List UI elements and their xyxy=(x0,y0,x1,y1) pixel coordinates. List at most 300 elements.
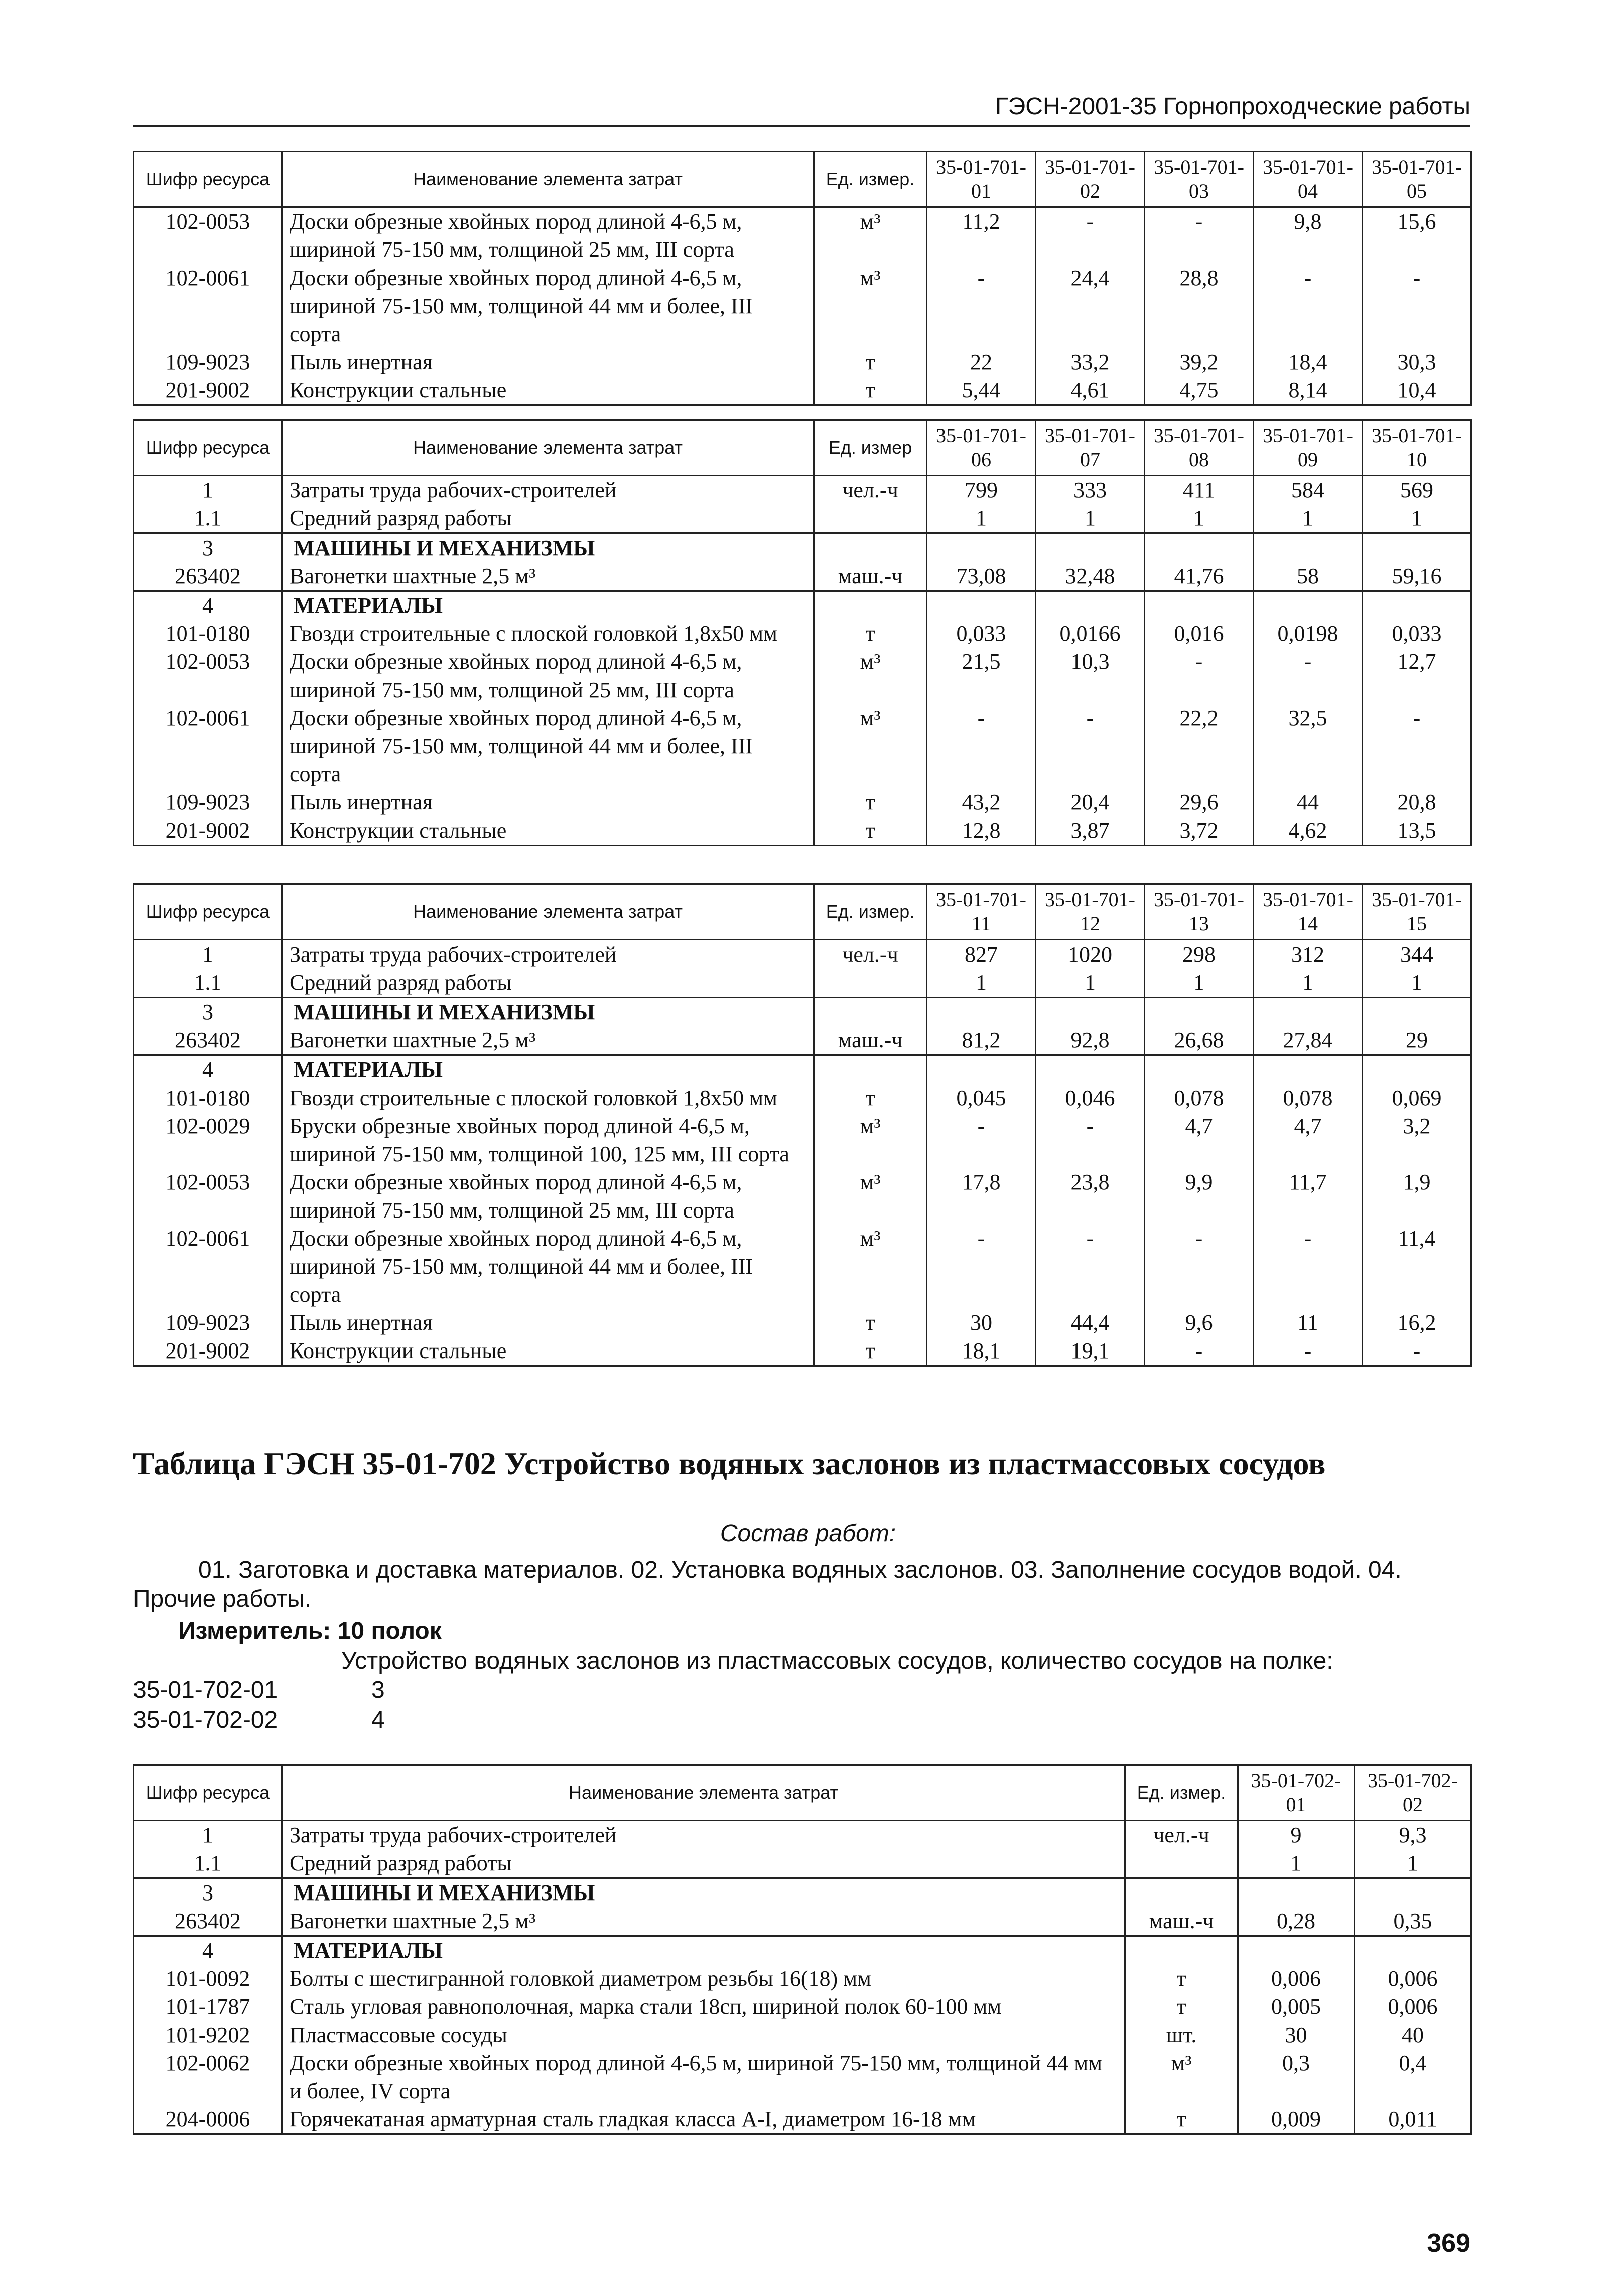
resource-value: 1 xyxy=(1363,504,1471,533)
resource-value: 1 xyxy=(1036,504,1145,533)
resource-name: Пластмассовые сосуды xyxy=(282,2021,1125,2049)
section-row xyxy=(134,591,1471,620)
resource-name: МАШИНЫ И МЕХАНИЗМЫ xyxy=(282,533,814,563)
resource-value: 39,2 xyxy=(1145,348,1254,376)
resource-name: Доски обрезные хвойных пород длиной 4-6,5 м, шириной 75-150 мм, толщиной 25 мм, III сорта xyxy=(282,1168,814,1225)
resource-value: 21,5 xyxy=(927,648,1036,704)
resource-value: 29 xyxy=(1363,1026,1471,1055)
resource-name: Гвозди строительные с плоской головкой 1,8x50 мм xyxy=(282,1084,814,1112)
resource-code: 201-9002 xyxy=(134,1337,282,1366)
resource-name: МАТЕРИАЛЫ xyxy=(282,1936,1125,1965)
table-row xyxy=(134,788,1471,817)
resource-value: 0,069 xyxy=(1363,1084,1471,1112)
resource-name: Вагонетки шахтные 2,5 м³ xyxy=(282,1907,1125,1936)
resource-code: 1.1 xyxy=(134,1849,282,1878)
header-col: 35-01-701-08 xyxy=(1145,420,1254,476)
resource-unit: м³ xyxy=(814,704,927,788)
resource-value: 4,75 xyxy=(1145,376,1254,406)
resource-value: 0,0198 xyxy=(1254,620,1363,648)
resource-value: 59,16 xyxy=(1363,562,1471,591)
header-name: Наименование элемента затрат xyxy=(282,420,814,476)
resource-code: 1.1 xyxy=(134,504,282,533)
resource-name: Бруски обрезные хвойных пород длиной 4-6,5 м, шириной 75-150 мм, толщиной 100, 125 мм, III сорта xyxy=(282,1112,814,1168)
resource-unit: м³ xyxy=(814,1168,927,1225)
resource-unit: шт. xyxy=(1125,2021,1238,2049)
table-row xyxy=(134,1168,1471,1225)
resource-code: 1 xyxy=(134,1821,282,1850)
resource-name: Средний разряд работы xyxy=(282,504,814,533)
table-row xyxy=(134,2049,1471,2105)
header-col: 35-01-701-10 xyxy=(1363,420,1471,476)
resource-value: - xyxy=(1363,1337,1471,1366)
resource-value: 41,76 xyxy=(1145,562,1254,591)
resource-value: 3,72 xyxy=(1145,817,1254,846)
resource-unit: м³ xyxy=(814,264,927,348)
resource-code: 1 xyxy=(134,476,282,505)
resource-code: 102-0053 xyxy=(134,207,282,264)
resource-value: 1 xyxy=(1363,969,1471,998)
resource-value: 11,7 xyxy=(1254,1168,1363,1225)
running-header: ГЭСН-2001-35 Горнопроходческие работы xyxy=(133,93,1470,127)
resource-name: Средний разряд работы xyxy=(282,969,814,998)
resource-value: 4,62 xyxy=(1254,817,1363,846)
header-code: Шифр ресурса xyxy=(134,884,282,940)
table-row xyxy=(134,2021,1471,2049)
table-row xyxy=(134,476,1471,505)
header-code: Шифр ресурса xyxy=(134,420,282,476)
variant-value: 3 xyxy=(371,1677,385,1703)
resource-unit: т xyxy=(1125,1993,1238,2021)
resource-value: 10,3 xyxy=(1036,648,1145,704)
resource-value: 22,2 xyxy=(1145,704,1254,788)
resource-value xyxy=(1145,533,1254,563)
resource-value xyxy=(1355,1936,1471,1965)
resource-value: 12,8 xyxy=(927,817,1036,846)
resource-value: 1 xyxy=(1145,504,1254,533)
resource-unit: чел.-ч xyxy=(1125,1821,1238,1850)
resource-value xyxy=(927,1055,1036,1085)
resource-code: 4 xyxy=(134,591,282,620)
resource-value: 29,6 xyxy=(1145,788,1254,817)
header-unit: Ед. измер xyxy=(814,420,927,476)
resource-value: 8,14 xyxy=(1254,376,1363,406)
table-row xyxy=(134,704,1471,788)
meter-description: Устройство водяных заслонов из пластмассовых сосудов, количество сосудов на полке: xyxy=(341,1648,1333,1674)
resource-value: 298 xyxy=(1145,940,1254,969)
resource-name: Конструкции стальные xyxy=(282,817,814,846)
resource-value xyxy=(1363,533,1471,563)
resource-code: 263402 xyxy=(134,1907,282,1936)
resource-value: 0,009 xyxy=(1238,2105,1355,2134)
resource-name: МАШИНЫ И МЕХАНИЗМЫ xyxy=(282,1878,1125,1908)
resource-value: - xyxy=(1254,1225,1363,1309)
table-row xyxy=(134,504,1471,533)
resource-unit: чел.-ч xyxy=(814,476,927,505)
resource-name: Пыль инертная xyxy=(282,348,814,376)
header-name: Наименование элемента затрат xyxy=(282,152,814,207)
resource-value: 44 xyxy=(1254,788,1363,817)
table-row xyxy=(134,1907,1471,1936)
resource-value: 344 xyxy=(1363,940,1471,969)
resource-code: 3 xyxy=(134,1878,282,1908)
header-col: 35-01-701-15 xyxy=(1363,884,1471,940)
resource-unit: т xyxy=(814,1084,927,1112)
resource-name: Доски обрезные хвойных пород длиной 4-6,5 м, шириной 75-150 мм, толщиной 25 мм, III сорта xyxy=(282,207,814,264)
table-row xyxy=(134,648,1471,704)
resource-name: Конструкции стальные xyxy=(282,376,814,406)
resource-code: 204-0006 xyxy=(134,2105,282,2134)
resource-value xyxy=(1254,533,1363,563)
resource-value xyxy=(1254,591,1363,620)
resource-value: 0,045 xyxy=(927,1084,1036,1112)
table-row xyxy=(134,348,1471,376)
resource-value: 1 xyxy=(927,969,1036,998)
resource-code: 102-0053 xyxy=(134,1168,282,1225)
resource-name: Доски обрезные хвойных пород длиной 4-6,5 м, шириной 75-150 мм, толщиной 44 мм и более, III сорта xyxy=(282,1225,814,1309)
resource-value xyxy=(1036,998,1145,1027)
resource-unit: т xyxy=(1125,1965,1238,1993)
resource-value: 1 xyxy=(1238,1849,1355,1878)
resource-value: 20,4 xyxy=(1036,788,1145,817)
resource-unit: т xyxy=(814,376,927,406)
header-col: 35-01-701-03 xyxy=(1145,152,1254,207)
resource-value: 73,08 xyxy=(927,562,1036,591)
header-col: 35-01-701-05 xyxy=(1363,152,1471,207)
resource-unit: маш.-ч xyxy=(1125,1907,1238,1936)
resource-value: - xyxy=(927,1112,1036,1168)
table-row xyxy=(134,1309,1471,1337)
header-code: Шифр ресурса xyxy=(134,1765,282,1821)
resource-value: 0,011 xyxy=(1355,2105,1471,2134)
resource-value: - xyxy=(1254,264,1363,348)
section-row xyxy=(134,533,1471,563)
resource-table-702 xyxy=(133,1764,1472,2135)
resource-code: 3 xyxy=(134,998,282,1027)
resource-name: Доски обрезные хвойных пород длиной 4-6,5 м, шириной 75-150 мм, толщиной 44 мм и более, IV сорта xyxy=(282,2049,1125,2105)
resource-unit: т xyxy=(814,348,927,376)
resource-code: 101-9202 xyxy=(134,2021,282,2049)
resource-unit: маш.-ч xyxy=(814,562,927,591)
resource-name: Гвозди строительные с плоской головкой 1,8x50 мм xyxy=(282,620,814,648)
resource-name: Горячекатаная арматурная сталь гладкая класса А-I, диаметром 16-18 мм xyxy=(282,2105,1125,2134)
resource-value: 10,4 xyxy=(1363,376,1471,406)
resource-name: Болты с шестигранной головкой диаметром резьбы 16(18) мм xyxy=(282,1965,1125,1993)
resource-value xyxy=(1036,1055,1145,1085)
resource-unit xyxy=(814,998,927,1027)
header-col: 35-01-701-11 xyxy=(927,884,1036,940)
resource-name: Пыль инертная xyxy=(282,1309,814,1337)
resource-value: 333 xyxy=(1036,476,1145,505)
table-row xyxy=(134,1337,1471,1366)
resource-value: 1020 xyxy=(1036,940,1145,969)
resource-value: 4,61 xyxy=(1036,376,1145,406)
resource-name: МАТЕРИАЛЫ xyxy=(282,591,814,620)
resource-value: 0,005 xyxy=(1238,1993,1355,2021)
resource-value: 33,2 xyxy=(1036,348,1145,376)
resource-value: 569 xyxy=(1363,476,1471,505)
section-row xyxy=(134,1936,1471,1965)
table-row xyxy=(134,376,1471,406)
resource-unit xyxy=(814,504,927,533)
table-row xyxy=(134,1026,1471,1055)
resource-code: 1.1 xyxy=(134,969,282,998)
table-row xyxy=(134,1112,1471,1168)
header-col: 35-01-701-07 xyxy=(1036,420,1145,476)
resource-value: 30,3 xyxy=(1363,348,1471,376)
table-row xyxy=(134,562,1471,591)
resource-value: 0,35 xyxy=(1355,1907,1471,1936)
resource-value: - xyxy=(1254,1337,1363,1366)
resource-value xyxy=(927,998,1036,1027)
resource-unit: м³ xyxy=(814,648,927,704)
resource-value: 23,8 xyxy=(1036,1168,1145,1225)
resource-value: - xyxy=(1036,1225,1145,1309)
resource-unit: чел.-ч xyxy=(814,940,927,969)
resource-value: 1 xyxy=(1254,504,1363,533)
header-unit: Ед. измер. xyxy=(814,884,927,940)
resource-value: 27,84 xyxy=(1254,1026,1363,1055)
resource-value: 799 xyxy=(927,476,1036,505)
variant-code: 35-01-702-02 xyxy=(133,1707,278,1733)
table-row xyxy=(134,1993,1471,2021)
table-row xyxy=(134,264,1471,348)
resource-unit: т xyxy=(814,788,927,817)
resource-code: 4 xyxy=(134,1055,282,1085)
resource-code: 101-0180 xyxy=(134,1084,282,1112)
resource-value: 15,6 xyxy=(1363,207,1471,264)
section-row xyxy=(134,998,1471,1027)
resource-unit xyxy=(814,533,927,563)
page-number: 369 xyxy=(1427,2229,1470,2258)
resource-value: 9 xyxy=(1238,1821,1355,1850)
resource-code: 201-9002 xyxy=(134,817,282,846)
resource-value: 1 xyxy=(1036,969,1145,998)
resource-name: МАШИНЫ И МЕХАНИЗМЫ xyxy=(282,998,814,1027)
resource-value: 0,3 xyxy=(1238,2049,1355,2105)
resource-value: 0,078 xyxy=(1145,1084,1254,1112)
resource-value: - xyxy=(927,264,1036,348)
resource-value: 9,3 xyxy=(1355,1821,1471,1850)
resource-name: Затраты труда рабочих-строителей xyxy=(282,1821,1125,1850)
resource-value: 312 xyxy=(1254,940,1363,969)
resource-value: 9,9 xyxy=(1145,1168,1254,1225)
resource-code: 101-0092 xyxy=(134,1965,282,1993)
resource-value xyxy=(1363,998,1471,1027)
resource-code: 102-0053 xyxy=(134,648,282,704)
variant-value: 4 xyxy=(371,1707,385,1733)
resource-value: 13,5 xyxy=(1363,817,1471,846)
resource-code: 109-9023 xyxy=(134,788,282,817)
table-row xyxy=(134,817,1471,846)
resource-value: 81,2 xyxy=(927,1026,1036,1055)
resource-value: - xyxy=(1145,1337,1254,1366)
resource-value: 30 xyxy=(927,1309,1036,1337)
resource-unit xyxy=(814,1055,927,1085)
resource-value xyxy=(1145,1055,1254,1085)
resource-table-701-06-10 xyxy=(133,419,1472,846)
header-name: Наименование элемента затрат xyxy=(282,1765,1125,1821)
resource-unit: маш.-ч xyxy=(814,1026,927,1055)
resource-name: Доски обрезные хвойных пород длиной 4-6,5 м, шириной 75-150 мм, толщиной 44 мм и более, III сорта xyxy=(282,264,814,348)
resource-value xyxy=(1238,1936,1355,1965)
header-col: 35-01-701-12 xyxy=(1036,884,1145,940)
resource-unit: т xyxy=(814,1337,927,1366)
header-col: 35-01-701-06 xyxy=(927,420,1036,476)
resource-unit: т xyxy=(814,620,927,648)
resource-value: 44,4 xyxy=(1036,1309,1145,1337)
variant-row xyxy=(133,1676,385,1704)
resource-name: Конструкции стальные xyxy=(282,1337,814,1366)
resource-value: 0,033 xyxy=(1363,620,1471,648)
resource-unit xyxy=(1125,1878,1238,1908)
resource-value xyxy=(1254,998,1363,1027)
header-code: Шифр ресурса xyxy=(134,152,282,207)
resource-value: 40 xyxy=(1355,2021,1471,2049)
resource-code: 102-0062 xyxy=(134,2049,282,2105)
resource-value xyxy=(1355,1878,1471,1908)
resource-value: - xyxy=(927,1225,1036,1309)
resource-unit: м³ xyxy=(1125,2049,1238,2105)
resource-code: 263402 xyxy=(134,562,282,591)
resource-value: 4,7 xyxy=(1254,1112,1363,1168)
resource-value: 0,006 xyxy=(1355,1965,1471,1993)
resource-code: 101-1787 xyxy=(134,1993,282,2021)
resource-value: 17,8 xyxy=(927,1168,1036,1225)
resource-value: 411 xyxy=(1145,476,1254,505)
resource-name: Затраты труда рабочих-строителей xyxy=(282,476,814,505)
resource-unit: т xyxy=(1125,2105,1238,2134)
resource-value: 0,046 xyxy=(1036,1084,1145,1112)
section-row xyxy=(134,1878,1471,1908)
resource-value: 11 xyxy=(1254,1309,1363,1337)
table-row xyxy=(134,1225,1471,1309)
resource-value: - xyxy=(1145,207,1254,264)
table-row xyxy=(134,969,1471,998)
resource-value: 30 xyxy=(1238,2021,1355,2049)
resource-value: 11,4 xyxy=(1363,1225,1471,1309)
resource-code: 109-9023 xyxy=(134,348,282,376)
resource-value: - xyxy=(1363,704,1471,788)
header-col: 35-01-702-02 xyxy=(1355,1765,1471,1821)
resource-value: 18,1 xyxy=(927,1337,1036,1366)
resource-value: 22 xyxy=(927,348,1036,376)
resource-name: МАТЕРИАЛЫ xyxy=(282,1055,814,1085)
resource-value: 1 xyxy=(927,504,1036,533)
resource-value: 58 xyxy=(1254,562,1363,591)
resource-value: 0,078 xyxy=(1254,1084,1363,1112)
resource-value: 11,2 xyxy=(927,207,1036,264)
resource-value: 3,2 xyxy=(1363,1112,1471,1168)
resource-value: 0,28 xyxy=(1238,1907,1355,1936)
resource-value xyxy=(1145,998,1254,1027)
resource-value xyxy=(1363,1055,1471,1085)
resource-code: 201-9002 xyxy=(134,376,282,406)
table-row xyxy=(134,1849,1471,1878)
resource-name: Вагонетки шахтные 2,5 м³ xyxy=(282,562,814,591)
resource-value: 26,68 xyxy=(1145,1026,1254,1055)
resource-value xyxy=(927,591,1036,620)
resource-value xyxy=(1254,1055,1363,1085)
resource-table-701-01-05 xyxy=(133,151,1472,406)
resource-value: - xyxy=(1036,704,1145,788)
resource-value: 3,87 xyxy=(1036,817,1145,846)
resource-value: 0,0166 xyxy=(1036,620,1145,648)
resource-value: 1,9 xyxy=(1363,1168,1471,1225)
resource-value: 1 xyxy=(1145,969,1254,998)
resource-value: 0,006 xyxy=(1238,1965,1355,1993)
resource-value: 1 xyxy=(1254,969,1363,998)
resource-value: 1 xyxy=(1355,1849,1471,1878)
resource-value: 43,2 xyxy=(927,788,1036,817)
table-row xyxy=(134,1821,1471,1850)
resource-value: 827 xyxy=(927,940,1036,969)
resource-value: 16,2 xyxy=(1363,1309,1471,1337)
resource-value xyxy=(1036,533,1145,563)
composition-text: 01. Заготовка и доставка материалов. 02. Установка водяных заслонов. 03. Заполнение сосудов водой. 04. Прочие работы. xyxy=(133,1557,1402,1612)
header-col: 35-01-701-02 xyxy=(1036,152,1145,207)
resource-code: 3 xyxy=(134,533,282,563)
header-name: Наименование элемента затрат xyxy=(282,884,814,940)
resource-value: 5,44 xyxy=(927,376,1036,406)
resource-value: 12,7 xyxy=(1363,648,1471,704)
resource-code: 101-0180 xyxy=(134,620,282,648)
resource-value: 9,6 xyxy=(1145,1309,1254,1337)
resource-name: Пыль инертная xyxy=(282,788,814,817)
table-row xyxy=(134,620,1471,648)
table-title-702: Таблица ГЭСН 35-01-702 Устройство водяных заслонов из пластмассовых сосудов xyxy=(133,1446,1326,1481)
table-row xyxy=(134,940,1471,969)
resource-name: Средний разряд работы xyxy=(282,1849,1125,1878)
resource-value: 20,8 xyxy=(1363,788,1471,817)
resource-name: Сталь угловая равнополочная, марка стали 18сп, шириной полок 60-100 мм xyxy=(282,1993,1125,2021)
resource-value: 0,033 xyxy=(927,620,1036,648)
resource-value: - xyxy=(927,704,1036,788)
resource-name: Вагонетки шахтные 2,5 м³ xyxy=(282,1026,814,1055)
resource-value: - xyxy=(1036,207,1145,264)
resource-value: 28,8 xyxy=(1145,264,1254,348)
header-col: 35-01-701-01 xyxy=(927,152,1036,207)
resource-code: 102-0061 xyxy=(134,704,282,788)
resource-value: - xyxy=(1145,648,1254,704)
resource-unit: т xyxy=(814,1309,927,1337)
resource-value: 0,4 xyxy=(1355,2049,1471,2105)
section-row xyxy=(134,1055,1471,1085)
resource-value xyxy=(1363,591,1471,620)
variant-row xyxy=(133,1706,385,1734)
resource-value: 0,006 xyxy=(1355,1993,1471,2021)
resource-value: 24,4 xyxy=(1036,264,1145,348)
resource-unit: м³ xyxy=(814,1225,927,1309)
resource-value xyxy=(927,533,1036,563)
header-col: 35-01-701-04 xyxy=(1254,152,1363,207)
resource-value xyxy=(1238,1878,1355,1908)
header-col: 35-01-701-13 xyxy=(1145,884,1254,940)
resource-unit: м³ xyxy=(814,1112,927,1168)
resource-code: 263402 xyxy=(134,1026,282,1055)
resource-value: - xyxy=(1363,264,1471,348)
resource-code: 102-0061 xyxy=(134,1225,282,1309)
resource-value: 9,8 xyxy=(1254,207,1363,264)
table-row xyxy=(134,1084,1471,1112)
resource-value: 32,5 xyxy=(1254,704,1363,788)
resource-table-701-11-15 xyxy=(133,883,1472,1367)
resource-code: 102-0029 xyxy=(134,1112,282,1168)
resource-value: - xyxy=(1254,648,1363,704)
resource-code: 109-9023 xyxy=(134,1309,282,1337)
table-row xyxy=(134,1965,1471,1993)
resource-value: 19,1 xyxy=(1036,1337,1145,1366)
header-col: 35-01-701-09 xyxy=(1254,420,1363,476)
